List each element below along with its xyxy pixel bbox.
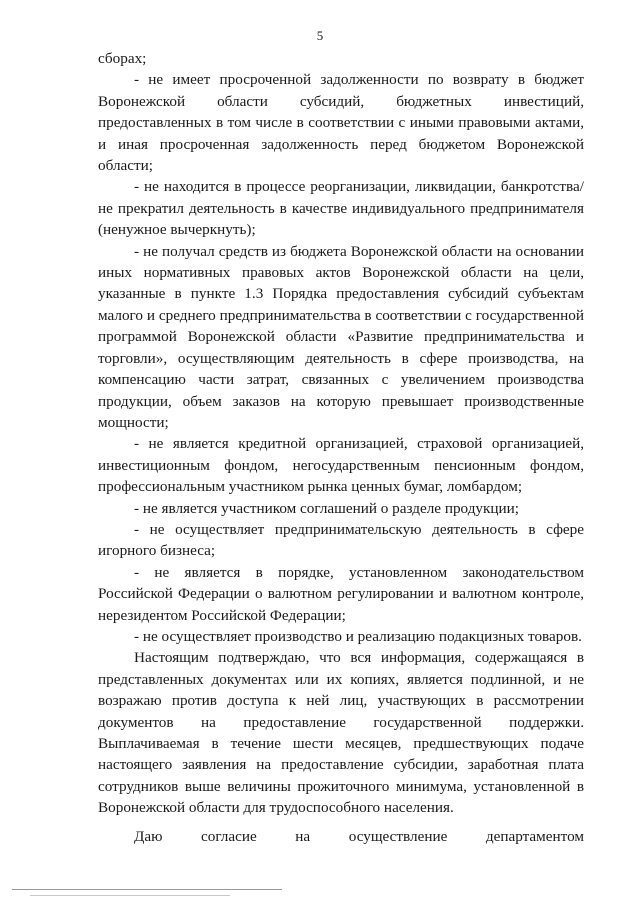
page-number: 5 [316,28,324,43]
paragraph-not-credit-org: - не является кредитной организацией, страховой организацией, инвестиционным фондом, негосударственным пенсионным фондом, профессиональным участником рынка ценных бумаг, ломбардом; [98,435,584,496]
paragraph-no-excise-goods: - не осуществляет производство и реализацию подакцизных товаров. [134,627,582,645]
paragraph-no-overdue-debt: - не имеет просроченной задолженности по возврату в бюджет Воронежской области субсидий, бюджетных инвестиций, предоставленных в том числе в соответствии с иными правовыми актами, и иная просроченная задолженность перед бюджетом Воронежской области; [98,71,584,175]
bottom-scan-line-secondary [30,895,230,896]
paragraph-no-gambling: - не осуществляет предпринимательскую деятельность в сфере игорного бизнеса; [98,520,584,560]
paragraph-consent: Даю согласие на осуществление департаментом [134,827,584,845]
paragraph-no-other-funds: - не получал средств из бюджета Воронежской области на основании иных нормативных правовых актов Воронежской области на цели, указанные в пункте 1.3 Порядка предоставления субсидий субъектам малого и среднего предпринимательства в соответствии с государственной программой Воронежской области «Развитие предпринимательства и торговли», осуществляющим деятельность в сфере производства, на компенсацию части затрат, связанных с увеличением производства продукции, объем заказов на которую превышает производственные мощности; [98,242,584,431]
paragraph-no-reorganization: - не находится в процессе реорганизации, ликвидации, банкротства/ не прекратил деятельность в качестве индивидуального предпринимателя (ненужное вычеркнуть); [98,178,584,239]
document-body [98,48,584,847]
bottom-scan-line [12,889,282,890]
paragraph-not-nonresident: - не является в порядке, установленном законодательством Российской Федерации о валютном регулировании и валютном контроле, нерезидентом Российской Федерации; [98,563,584,624]
paragraph-confirmation: Настоящим подтверждаю, что вся информация, содержащаяся в представленных документах или их копиях, является подлинной, и не возражаю против доступа к ней лиц, участвующих в рассмотрении документов на предоставление государственной поддержки. Выплачиваемая в течение шести месяцев, предшествующих подаче настоящего заявления на предоставление субсидии, заработная плата сотрудников выше величины прожиточного минимума, установленной в Воронежской области для трудоспособного населения. [98,649,584,817]
paragraph-not-psa-participant: - не является участником соглашений о разделе продукции; [134,499,519,517]
paragraph-continuation: сборах; [98,50,147,67]
